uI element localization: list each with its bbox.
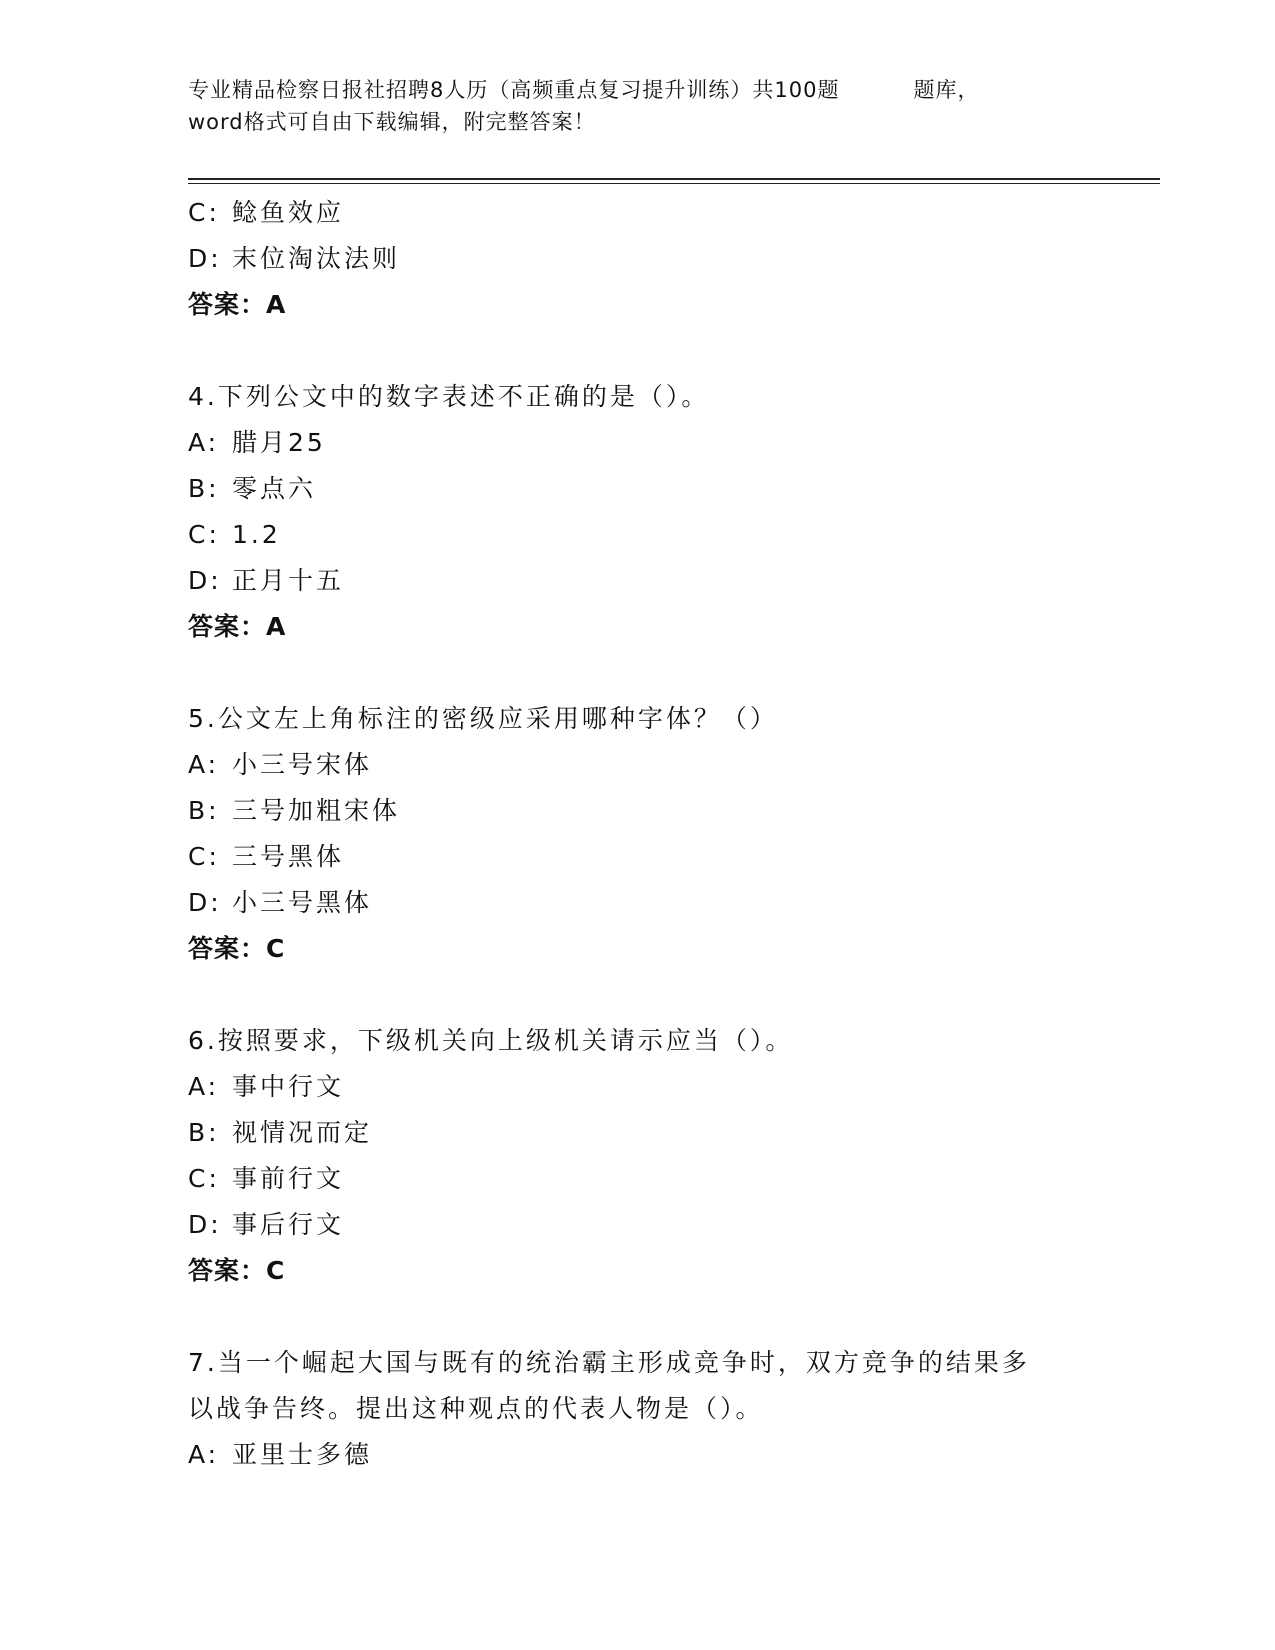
option-c: C: 事前行文 [188,1164,345,1193]
question-7-block [188,1340,1088,1478]
question-6-block [188,1018,1088,1294]
option-b: B: 三号加粗宋体 [188,796,401,825]
answer-line: 答案：A [188,290,287,319]
header-rule-thick [188,178,1160,180]
question-stem: 6.按照要求，下级机关向上级机关请示应当（）。 [188,1026,794,1055]
question-stem: 5.公文左上角标注的密级应采用哪种字体？（） [188,704,778,733]
option-d: D: 小三号黑体 [188,888,373,917]
question-stem: 4.下列公文中的数字表述不正确的是（）。 [188,382,710,411]
option-d: D: 末位淘汰法则 [188,244,401,273]
answer-line: 答案：C [188,1256,286,1285]
option-d: D: 事后行文 [188,1210,345,1239]
header-title: 专业精品检察日报社招聘8人历（高频重点复习提升训练）共100题 [188,78,840,102]
option-d: D: 正月十五 [188,566,345,595]
question-5-block [188,696,1088,972]
option-a: A: 腊月25 [188,428,326,457]
option-b: B: 零点六 [188,474,317,503]
option-c: C: 三号黑体 [188,842,345,871]
answer-line: 答案：A [188,612,287,641]
option-a: A: 亚里士多德 [188,1440,373,1469]
question-list [188,190,1088,1478]
header-title-tail: 题库， [913,78,980,102]
option-c: C: 1.2 [188,520,281,549]
answer-line: 答案：C [188,934,286,963]
question-stem-line-1: 7.当一个崛起大国与既有的统治霸主形成竞争时，双方竞争的结果多 [188,1348,1030,1377]
document-header [188,74,1088,138]
option-a: A: 小三号宋体 [188,750,373,779]
option-a: A: 事中行文 [188,1072,345,1101]
option-c: C: 鲶鱼效应 [188,198,345,227]
header-line-1 [188,74,1088,106]
header-rule-thin [188,183,1160,184]
question-stem-line-2: 以战争告终。提出这种观点的代表人物是（）。 [188,1394,764,1423]
question-4-block [188,374,1088,650]
option-b: B: 视情况而定 [188,1118,373,1147]
header-line-2: word格式可自由下载编辑，附完整答案！ [188,110,596,134]
prev-question-block [188,190,1088,328]
